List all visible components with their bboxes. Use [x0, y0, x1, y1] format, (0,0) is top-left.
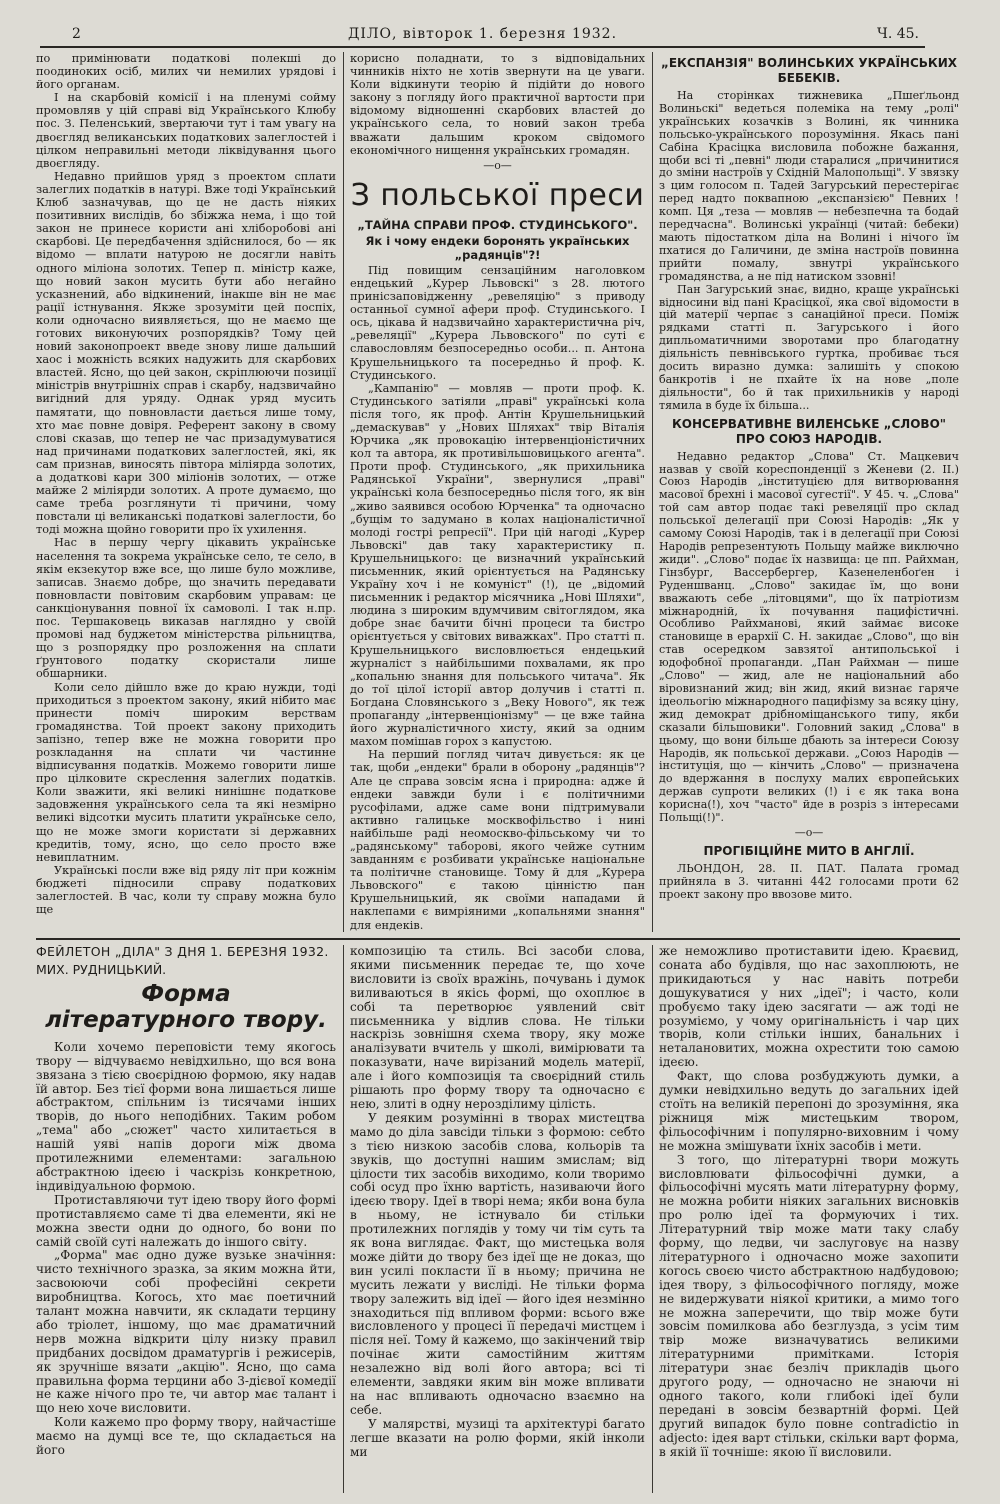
feuilleton-para: Протиставляючи тут ідею твору його формі протиставляємо саме ті два елементи, які не можна звести одни до одного, бо вони по самій своїй суті належать до іншого світу. — [36, 1192, 336, 1249]
slovo-headline: КОНСЕРВАТИВНЕ ВИЛЕНСЬКЕ „СЛОВО" ПРО СОЮЗ НАРОДІВ. — [671, 416, 947, 446]
column-divider — [343, 52, 344, 932]
col3-para: На сторінках тижневика „Пшеґльонд Волиньскі" ведеться полеміка на тему „ролі" українських козачків з Волині, як чинника польсько-українського порозуміння. Якась пані Сабіна Красіцка висловила побожне бажання, щоби всі ті „певні" люди старалися „причинитися до зміни настроїв у Східній Малопольщі". У звязку з цим голосом п. Тадей Загурський перестерігає перед надто поквапною „експанзією" Певних ! комп. Ця „теза — мовляв — небезпечна та бодай передчасна". Волинські українці (читай: бебеки) мають підостатком діла на Волині і нічого їм пхатися до Галичини, де зміна настроїв повинна прийти помалу, звнутрі українського громадянства, а не під натиском ззовні! — [659, 89, 959, 283]
feuilleton-title — [36, 981, 336, 1033]
col2-lead: корисно поладнати, то з відповідальних чинників ніхто не хотів звернути на це уваги. Коли відкинути теорію й підійти до нового закону з погляду його практичної вартости при відомому відношенні скарбових властей до українського села, то новий закон треба вважати дальшим кроком свідомого економічного нищення українських громадян. — [350, 52, 645, 157]
news-item: ЛЬОНДОН, 28. ІІ. ПАТ. Палата громад прийняла в 3. читанні 442 голосами проти 62 проект закону про ввозове мито. — [659, 861, 959, 901]
feuilleton-column-2 — [350, 945, 645, 1493]
column-divider — [343, 945, 344, 1493]
feuilleton-para: Факт, що слова розбуджують думки, а думки невідхильно ведуть до загальних ідей стоїть на великій перепоні до зрозуміння, яка ріжниця між мистецьким твором, фільософічним і популярно-виховним і чому не можна змішувати їхніх засобів і мети. — [659, 1069, 959, 1153]
feuilleton-title-line-2: літературного твору. — [45, 1006, 327, 1033]
col1-para: по примінювати податкові полекші до поодиноких осіб, милих чи немилих урядові і його органам. — [36, 52, 336, 92]
col2-para: „Кампанію" — мовляв — проти проф. К. Студинського затіяли „праві" українські кола після того, як проф. Антін Крушельницький „демаскував" у „Нових Шляхах" твір Віталія Юрчика „як провокацію інтервенціоністичних кол та автора, як противільшовицького агента". Проти проф. Студинського, „як прихильника Радянської України", звернулися „праві" українські кола безпосередньо після того, як він „живо заявився особою Юрченка" та одночасно „бущім то задумано в колах націоналістичної молоді гострі репресії". При цій нагоді „Курер Львовскі" дав таку характеристику п. Крушельницького: це визначний український письменник, який орієнтується на Радянську Україну хоч і не комуніст" (!), це „відомий письменник і редактор місячника „Нові Шляхи", людина з широким вдумчивим світоглядом, яка добре знає бачити бічні процеси та бистро орієнтується у світових виважках". Про статті п. Крушельницького висловлюється ендецький журналіст з найбільшими похвалами, як про „копальню знання для польського читача". Як до тої цілої історії автор долучив і статті п. Богдана Словянського з „Веку Нового", як теж пропаганду „інтервенціонізму" — це вже тайна його журналістичного хисту, який за одним махом помішав горох з капустою. — [350, 381, 645, 749]
feuilleton-para: З того, що літературні твори можуть висловлювати фільософічні думки, а фільософічні мусять мати літературну форму, не можна робити ніяких загальних висновків про ролю ідеї та формуючих і тих. Літературний твір може мати таку слабу форму, що ледви, чи заслуговує на назву літературного і одночасно може захопити когось своєю чисто абстрактною надбудовою; ідея твору, з фільософічного погляду, може не видержувати ніякої критики, а мимо того не можна заперечити, що твір може бути зовсім помилкова або безглузда, з усім тим твір може визначуватись великими літературними примітками. Історія літератури знає безліч прикладів цього другого роду, — одночасно не знаючи ні одного такого, коли глибокі ідеї були передані в зовсім безвартній формі. Цей другий випадок було повне contradictio in adjecto: ідея варт стільки, скільки варт форма, в якій її точніше: якою її висловили. — [659, 1152, 959, 1459]
ornament-divider: —o— — [794, 825, 824, 839]
article-column-1 — [36, 52, 336, 932]
feuilleton-para: же неможливо протиставити ідею. Краєвид, соната або будівля, що нас захоплюють, не прикидаються у нас навіть потреби дошукуватися у них „ідеї"; і часто, коли пробуємо таку ідею засягати — аж тоді не розуміємо, у чому оригінальність і чар цих творів, коли стільки інших, банальних і неталановитих, можна охрестити тою самою ідеєю. — [659, 945, 959, 1070]
col1-para: І на скарбовій комісії і на пленумі сойму промовляв у цій справі від Українського Клюбу пос. З. Пеленський, звертаючи тут і там увагу на двоєгляд великанських податкових залеглостей і цілком неправильні методи ліквідування цього двоєгляду. — [36, 91, 336, 170]
feuilleton-para: композицію та стиль. Всі засоби слова, якими письменник передає те, що хоче висловити із своїх вражінь, почувань і думок виливаються в якісь формі, що охоплює в собі та перетворює уявлений світ письменника у відлив слова. Не тільки наскрізь зовнішня схема твору, яку може аналізувати вчитель у школі, вимірювати та показувати, наче вирізаний модель матерії, але і його композиція та своєрідний стиль рішають про форму твору та одночасно є нею, злиті в одну нерозділиму цілість. — [350, 945, 645, 1111]
col2-para: Під повищим сензаційним наголовком ендецький „Курер Львовскі" з 28. лютого принісзаповідженну „ревеляцію" з приводу останньої сумної афери проф. Студинського. І ось, цікава й надзвичайно характеристична річ, „ревеляції" „Курера Львовского" по суті є славословлям безпосередньо особи... п. Антона Крушельницького та посередньо й проф. К. Студинського. — [350, 263, 645, 382]
article-column-2 — [350, 52, 645, 932]
article-column-3 — [659, 52, 959, 932]
tariff-headline: ПРОГІБІЦІЙНЕ МИТО В АНГЛІЇ. — [703, 843, 915, 858]
column-divider — [652, 52, 653, 932]
masthead: ДІЛО, вівторок 1. березня 1932. — [347, 26, 618, 42]
column-divider — [652, 945, 653, 1493]
ornament-divider: —o— — [483, 158, 512, 172]
feuilleton-para: Коли хочемо переповісти тему якогось твору — відчуваємо невідхильно, що вся вона звязана з тією своєрідною формою, яку надав їй автор. Без тієї форми вона лишається лише абстрактом, спільним із тисячами інших творів, до нього неподібних. Таким робом „тема" або „сюжет" часто хилитається в нашій уяві напів дороги між двома протилежними елементами: загальною абстрактною ідеєю і часкрізь конкретною, індивідуальною формою. — [36, 1039, 336, 1193]
col1-para: Недавно прийшов уряд з проектом сплати залеглих податків в натурі. Вже тоді Український Клюб зазначував, що це не дасть ніяких позитивних вислідів, бо збіжжа нема, і що той закон не принесе користи ані хліборобові ані скарбові. Це передбачення здійснилося, бо — як відомо — вплати натурою не досягли навіть одного міліона золотих. Тепер п. міністр каже, що новий закон мусить бути або негайно усказнений, або відкинений, інакше він не має рації істнування. Якже зрозуміти цей поспіх, коли одночасно виявляється, що не маємо ще готових виконуючих розпорядків? Тому цей новий законопроект введе знову лише дальший хаос і можність всяких надужить для скарбових властей. Ясно, що цей закон, скріплюючи позиції міністрів внутрішніх справ і скарбу, надзвичайно вигідний для уряду. Однак уряд мусить памятати, що повновласти дається лише тому, хто має повне довіря. Референт закону в свому слові сказав, що тепер не час призадумуватися над причинами податкових залеглостей, які, як сам признав, виносять півтора міліярда золотих, а додаткові кари 300 міліонів золотих, — отже майже 2 міліярди золотих. А проте думаємо, що саме треба розглянути ті причини, чому повстали ці великанські податкові залеглости, бо тоді можна щойно говорити про їх ухилення. — [36, 169, 336, 537]
col2-para: На перший погляд читач дивується: як це так, щоби „ендеки" брали в оборону „радянців"? Але це справа зовсім ясна і природна: адже й ендеки завжди були і є політичними русофілами, адже саме вони підтримували активно галицьке москвофільство і нині найбільше раді неомоскво-фільському чи то „радянському" таборові, якого чейже сутним завданням є розбивати українське національне та політичне становище. Тому й для „Курера Львовского" є такою цінністю пан Крушельницький, як своїми нападами й наклепами є вимріяними „копальнями знання" для ендеків. — [350, 748, 645, 932]
col3-para: Недавно редактор „Слова" Ст. Мацкевич назвав у своїй кореспонденції з Женеви (2. ІІ.) Союз Народів „інституцією для витворювання масової брехні і масової сугестії". У 45. ч. „Слова" той сам автор подає такі ревеляції про склад польської делегації при Союзі Народів: „Як у самому Союзі Народів, так і в делегації при Союзі Народів репрезентують Польщу майже виключно жиди". „Слово" подає їх назвища: це пп. Райхман, Гінзбург, Вассербергер, Казенеленбоґен і Руденшванц. „Слово" закидає їм, що вони вважають себе „літовцями", що їх патріотизм міжнародній, їх почування пацифістичні. Особливо Райхманові, який займає високе становище в ерархії С. Н. закидає „Слово", що він став осередком завзятої антипольської і юдофобної пропаганди. „Пан Райхман — пише „Слово" — жид, але не національний або віровизнаний жид; він жид, який визнає гаряче ідеольогію міжнародного пацифізму за всяку ціну, жид демократ дрібноміщанського типу, якби сказали більшовики". Головний закид „Слова" в цьому, що вони більше дбають за інтереси Союзу Народів, як польської держави. „Союз Народів — інституція, що — кінчить „Слово" — призначена до вдержання в послуху малих європейських держав супроти великих (!) і є як така вона корисна(!), хоч "часто" йде в розріз з інтересами Польщі(!)". — [659, 449, 959, 825]
feuilleton-para: У малярстві, музиці та архітектурі багато легше вказати на ролю форми, якій інколи ми — [350, 1416, 645, 1459]
article-subhead: „ТАЙНА СПРАВИ ПРОФ. СТУДИНСЬКОГО". — [357, 217, 638, 232]
col1-para: Українські посли вже від ряду літ при кожнім бюджеті підносили справу податкових залеглостей. В час, коли ту справу можна було ще — [36, 863, 336, 917]
feuilleton-label: ФЕЙЛЕТОН „ДІЛА" З ДНЯ 1. БЕРЕЗНЯ 1932. — [36, 945, 329, 959]
feuilleton-para: У деяким розумінні в творах мистецтва мамо до діла завсіди тільки з формою: себто з тією низкою засобів слова, кольорів та звуків, що доступні нашим змислам; від цілости тих засобів виходимо, коли творимо собі осуд про їхню вартість, називаючи його ідеєю твору. Ідеї в творі нема; якби вона була в ньому, не істнувало би стільки протилежних поглядів у тому чи тім суть та як вона виглядає. Факт, що мистецька воля може дійти до твору без ідеї ще не доказ, що вин усилі покласти її в ньому; причина не мусить лежати у висліді. Не тільки форма твору залежить від ідеї — його ідея незмінно знаходиться під впливом форми: всього вже висловленого у процесі її передачі мистцем і після неї. Тому й кажемо, що закінчений твір почінає жити самостійним життям незалежно від волі його автора; всі ті елементи, завдяки яким він може впливати на нас впливають одночасно взаємно на себе. — [350, 1110, 645, 1417]
feuilleton-author: МИХ. РУДНИЦЬКИЙ. — [36, 961, 167, 977]
page-header — [40, 24, 925, 48]
page-number: 2 — [72, 26, 81, 42]
feuilleton-para: Коли кажемо про форму твору, найчастіше маємо на думці все те, що складається на його — [36, 1415, 336, 1458]
col1-para: Коли село дійшло вже до краю нужди, тоді приходиться з проектом закону, який нібито має принести поміч широким верствам громадянства. Той проект закону приходить запізно, тепер вже не можна говорити про розкладання на сплати чи частинне відписування податків. Можемо говорити лише про цілковите скреслення залеглих податків. Коли зважити, які великі нинішнє податкове задовження українського села та які незмірно великі відсотки мусить платити українське село, що не може змоги користати зі державних кредитів, тому, ясно, що село просто вже невиплатним. — [36, 680, 336, 864]
issue-number: Ч. 45. — [877, 26, 919, 42]
feuilleton-column-3 — [659, 945, 959, 1493]
feuilleton-rule — [36, 938, 960, 940]
feuilleton-para: „Форма" має одно дуже вузьке значіння: чисто технічного зразка, за яким можна йти, засвоюючи собі професійні секрети виробництва. Когось, хто має поетичний талант можна навчити, як складати терцину або тріолет, іншому, що має драматичний нерв можна відкрити цілу низку правил придбаних досвідом драматургів і режисерів, як зручніше вязати „акцію". Ясно, що сама правильна форма терцини або 3-дієвої комедії не каже нічого про те, чи автор має талант і що нею хоче висловити. — [36, 1248, 336, 1416]
expansion-headline: „ЕКСПАНЗІЯ" ВОЛИНСЬКИХ УКРАЇНСЬКИХ БЕБЕКІВ. — [660, 56, 958, 85]
col1-para: Нас в першу чергу цікавить українське населення та зокрема українське село, те село, в якім екзекутор вже все, що лише було можливе, записав. Знаємо добре, що значить передавати повновласти повітовим скарбовим управам: це санкціонування повної їх самоволі. І так н.пр. пос. Тершаковець виказав наглядно у своїй промові над буджетом міністерства рільництва, що з розпорядку про розложення на сплати ґрунтового податку скористали лише обшарники. — [36, 536, 336, 681]
article-subhead-2: Як і чому ендеки боронять українських „радянців"?! — [365, 233, 630, 262]
col3-para: Пан Загурський знає, видно, краще українські відносини від пані Красіцкої, яка свої відомости в цій матерії черпає з санаційної преси. Поміж рядками статті п. Загурського і його дипльоматичними зворотами про благодатну діяльність певнівського гуртка, пробиває ться досить виразно думка: залишіть у спокою банкротів і не пхайте їх на нове „поле діяльности", бо й так прихильників у народі тямила в буде їх більша... — [659, 282, 959, 412]
feuilleton-title-line-1: Форма — [141, 980, 231, 1007]
section-headline: З польської преси — [350, 177, 645, 213]
feuilleton-column-1 — [36, 945, 336, 1493]
